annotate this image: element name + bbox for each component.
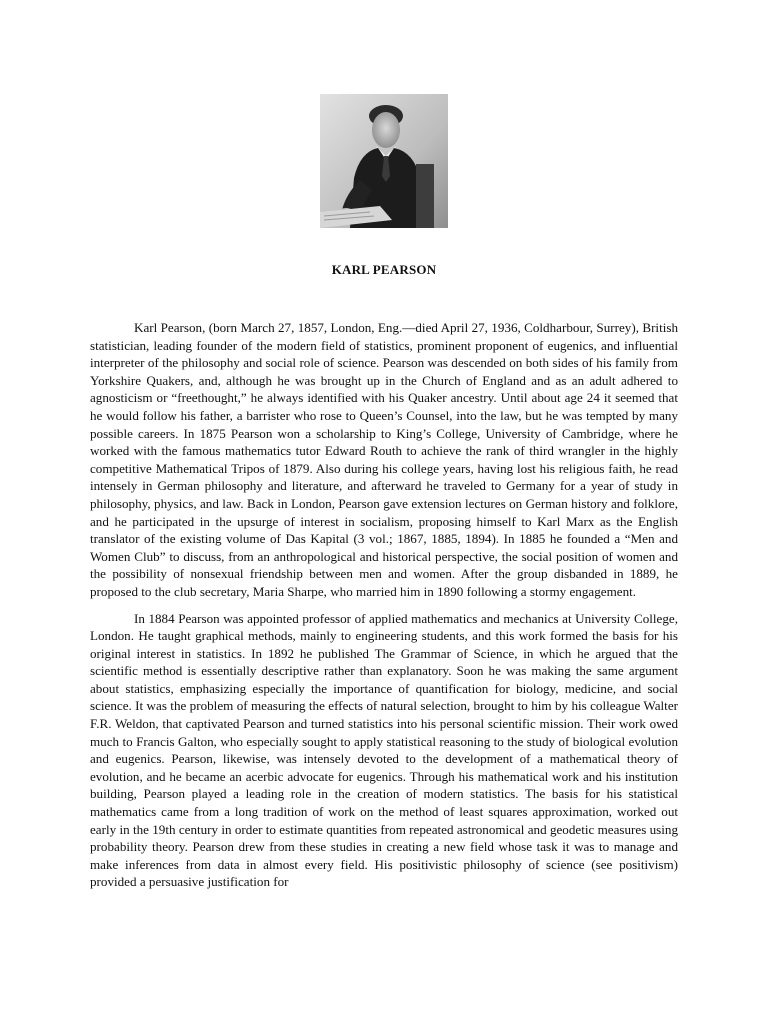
paragraph-1: Karl Pearson, (born March 27, 1857, London, Eng.—died April 27, 1936, Coldharbour, Surrey), British statistician, leading founder of the modern field of statistics, prominent proponent of eugenics, and influential interpreter of the philosophy and social role of science. Pearson was descended on both sides of his family from Yorkshire Quakers, and, although he was brought up in the Church of England and as an adult adhered to agnosticism or “freethought,” he always identified with his Quaker ancestry. Until about age 24 it seemed that he would follow his father, a barrister who rose to Queen’s Counsel, into the law, but he was tempted by many possible careers. In 1875 Pearson won a scholarship to King’s College, University of Cambridge, where he worked with the famous mathematics tutor Edward Routh to achieve the rank of third wrangler in the highly competitive Mathematical Tripos of 1879. Also during his college years, having lost his religious faith, he read intensely in German philosophy and literature, and afterward he traveled to Germany for a year of study in philosophy, physics, and law. Back in London, Pearson gave extension lectures on German history and folklore, and he participated in the upsurge of interest in socialism, proposing himself to Karl Marx as the English translator of the existing volume of Das Kapital (3 vol.; 1867, 1885, 1894). In 1885 he founded a “Men and Women Club” to discuss, from an anthropological and historical perspective, the social position of women and the possibility of nonsexual friendship between men and women. After the group disbanded in 1889, he proposed to the club secretary, Maria Sharpe, who married him in 1890 following a stormy engagement.: [90, 320, 678, 599]
paragraph-2: In 1884 Pearson was appointed professor of applied mathematics and mechanics at University College, London. He taught graphical methods, mainly to engineering students, and this work formed the basis for his original interest in statistics. In 1892 he published The Grammar of Science, in which he argued that the scientific method is essentially descriptive rather than explanatory. Soon he was making the same argument about statistics, emphasizing especially the importance of quantification for biology, medicine, and social science. It was the problem of measuring the effects of natural selection, brought to him by his colleague Walter F.R. Weldon, that captivated Pearson and turned statistics into his personal scientific mission. Their work owed much to Francis Galton, who especially sought to apply statistical reasoning to the study of biological evolution and eugenics. Pearson, likewise, was intensely devoted to the development of a mathematical theory of evolution, and he became an acerbic advocate for eugenics. Through his mathematical work and his institution building, Pearson played a leading role in the creation of modern statistics. The basis for his statistical mathematics came from a long tradition of work on the method of least squares approximation, worked out early in the 19th century in order to estimate quantities from repeated astronomical and geodetic measures using probability theory. Pearson drew from these studies in creating a new field whose task it was to manage and make inferences from data in almost every field. His positivistic philosophy of science (see positivism) provided a persuasive justification for: [90, 610, 678, 890]
article-body: [90, 319, 678, 891]
portrait-image: [320, 94, 448, 228]
document-title: KARL PEARSON: [331, 262, 437, 277]
portrait-photo: [320, 94, 448, 228]
